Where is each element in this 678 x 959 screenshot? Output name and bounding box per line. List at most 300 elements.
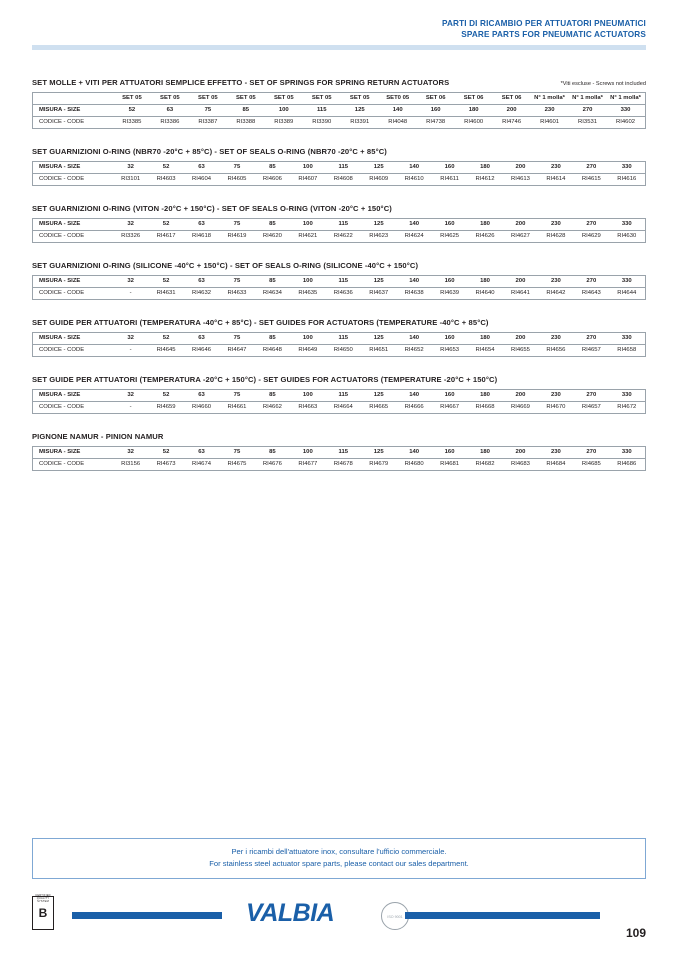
table-cell: RI3391: [350, 119, 370, 125]
table-cell: RI4600: [464, 119, 484, 125]
table-cell: 140: [396, 219, 431, 231]
table-cell: 140: [396, 162, 431, 174]
row-label: CODICE - CODE: [39, 176, 85, 182]
table-cell: RI4660: [192, 404, 212, 410]
table-cell: RI3388: [236, 119, 256, 125]
table-cell: RI4679: [369, 461, 389, 467]
row-label: MISURA - SIZE: [34, 162, 113, 174]
spec-section: [32, 261, 646, 300]
table-cell: RI4674: [192, 461, 212, 467]
section-title: SET GUIDE PER ATTUATORI (TEMPERATURA -40°C + 85°C) - SET GUIDES FOR ACTUATORS (TEMPERATURE -40°C + 85°C): [32, 318, 489, 327]
footer-bar-left: [72, 912, 222, 919]
section-header: [32, 432, 646, 441]
page-header: [442, 18, 646, 40]
table-cell: RI4617: [156, 233, 176, 239]
page-footer: [0, 893, 678, 959]
table-cell: RI4632: [192, 290, 212, 296]
table-cell: RI4661: [227, 404, 247, 410]
table-row: [34, 276, 645, 288]
table-cell: RI4633: [227, 290, 247, 296]
table-cell: RI3389: [274, 119, 294, 125]
table-cell: RI4604: [192, 176, 212, 182]
table-cell: 270: [569, 105, 607, 117]
table-cell: RI4635: [298, 290, 318, 296]
table-cell: RI4685: [581, 461, 601, 467]
table-cell: 63: [184, 390, 219, 402]
table-cell: RI4655: [510, 347, 530, 353]
table-cell: 160: [432, 447, 467, 459]
table-cell: 200: [503, 162, 538, 174]
table-cell: -: [129, 347, 132, 353]
table-cell: 140: [396, 390, 431, 402]
table-cell: 270: [574, 162, 609, 174]
table-cell: 52: [148, 219, 183, 231]
table-cell: RI4676: [262, 461, 282, 467]
table-cell: 75: [219, 390, 254, 402]
table-cell: RI4625: [440, 233, 460, 239]
spec-table: [33, 447, 645, 470]
table-cell: 270: [574, 447, 609, 459]
table-cell: 160: [417, 105, 455, 117]
spec-table-wrapper: [32, 218, 646, 243]
table-cell: 32: [113, 333, 148, 345]
table-cell: 115: [326, 162, 361, 174]
table-cell: RI4618: [192, 233, 212, 239]
table-cell: RI4677: [298, 461, 318, 467]
table-cell: 100: [265, 105, 303, 117]
table-row: [34, 174, 645, 186]
spec-table-wrapper: [32, 446, 646, 471]
table-cell: 85: [255, 333, 290, 345]
table-cell: RI4608: [333, 176, 353, 182]
spec-table-wrapper: [32, 332, 646, 357]
table-cell: 100: [290, 390, 325, 402]
header-title-it: PARTI DI RICAMBIO PER ATTUATORI PNEUMATICI: [441, 19, 646, 28]
table-cell: RI4613: [510, 176, 530, 182]
row-label: MISURA - SIZE: [34, 105, 113, 117]
table-cell: RI3101: [121, 176, 141, 182]
table-cell: RI4643: [581, 290, 601, 296]
table-cell: 230: [538, 333, 573, 345]
section-title: SET GUARNIZIONI O-RING (VITON -20°C + 150°C) - SET OF SEALS O-RING (VITON -20°C + 150°C): [32, 204, 392, 213]
table-cell: RI4623: [369, 233, 389, 239]
table-cell: RI4666: [404, 404, 424, 410]
table-cell: RI4650: [333, 347, 353, 353]
table-cell: 85: [255, 162, 290, 174]
table-cell: 330: [609, 390, 644, 402]
section-note: *Viti escluse - Screws not included: [560, 80, 646, 87]
table-cell: 270: [574, 276, 609, 288]
spec-table: [33, 276, 645, 299]
table-cell: 180: [467, 333, 502, 345]
table-cell: RI4652: [404, 347, 424, 353]
table-cell: 180: [467, 219, 502, 231]
column-header: SET 06: [455, 93, 493, 105]
column-header: SET 06: [417, 93, 455, 105]
table-cell: 85: [255, 276, 290, 288]
table-row: [34, 345, 645, 357]
table-row: [34, 447, 645, 459]
table-cell: RI4642: [546, 290, 566, 296]
spec-table: [33, 390, 645, 413]
table-cell: RI4663: [298, 404, 318, 410]
table-cell: 160: [432, 276, 467, 288]
table-cell: 330: [609, 447, 644, 459]
table-cell: RI4606: [262, 176, 282, 182]
table-cell: RI4646: [192, 347, 212, 353]
table-cell: RI4684: [546, 461, 566, 467]
table-row: [34, 117, 645, 129]
table-cell: 230: [538, 447, 573, 459]
table-cell: RI4631: [156, 290, 176, 296]
table-cell: 100: [290, 333, 325, 345]
table-cell: RI4668: [475, 404, 495, 410]
table-cell: 270: [574, 333, 609, 345]
table-header-row: [34, 93, 645, 105]
table-cell: 125: [361, 447, 396, 459]
table-row: [34, 333, 645, 345]
table-row: [34, 402, 645, 414]
column-header: [34, 93, 113, 105]
table-cell: 115: [326, 447, 361, 459]
table-cell: RI4620: [262, 233, 282, 239]
table-cell: RI4682: [475, 461, 495, 467]
table-cell: RI4603: [156, 176, 176, 182]
table-cell: RI4645: [156, 347, 176, 353]
table-cell: RI4669: [510, 404, 530, 410]
table-cell: RI4626: [475, 233, 495, 239]
table-cell: RI3385: [122, 119, 142, 125]
table-cell: RI4048: [388, 119, 408, 125]
table-cell: RI4621: [298, 233, 318, 239]
table-cell: 125: [361, 219, 396, 231]
table-cell: RI4637: [369, 290, 389, 296]
table-cell: 100: [290, 447, 325, 459]
table-cell: RI4675: [227, 461, 247, 467]
table-cell: 180: [467, 447, 502, 459]
table-cell: 52: [148, 447, 183, 459]
section-header: [32, 375, 646, 384]
table-cell: 115: [326, 333, 361, 345]
table-cell: 180: [455, 105, 493, 117]
table-cell: RI4657: [581, 404, 601, 410]
table-cell: 52: [113, 105, 151, 117]
spec-table: [33, 93, 645, 128]
column-header: N° 1 molla*: [531, 93, 569, 105]
spec-section: [32, 78, 646, 129]
page-number: 109: [625, 926, 646, 940]
table-cell: 52: [148, 390, 183, 402]
table-cell: RI3390: [312, 119, 332, 125]
table-cell: 140: [396, 447, 431, 459]
spec-table-wrapper: [32, 389, 646, 414]
table-cell: RI4605: [227, 176, 247, 182]
table-cell: 115: [326, 219, 361, 231]
table-cell: 52: [148, 276, 183, 288]
row-label: CODICE - CODE: [39, 233, 85, 239]
table-cell: 85: [255, 390, 290, 402]
table-cell: RI4624: [404, 233, 424, 239]
footer-note-en: For stainless steel actuator spare parts, please contact our sales department.: [209, 859, 469, 868]
table-cell: 32: [113, 447, 148, 459]
spec-section: [32, 318, 646, 357]
table-cell: RI4686: [617, 461, 637, 467]
table-cell: RI4673: [156, 461, 176, 467]
certification-caption: CERTIFIED QUALITY SYSTEM: [35, 894, 51, 903]
table-cell: 200: [503, 447, 538, 459]
table-cell: RI4627: [510, 233, 530, 239]
table-cell: 160: [432, 162, 467, 174]
table-cell: 100: [290, 276, 325, 288]
table-cell: RI3156: [121, 461, 141, 467]
table-cell: 63: [184, 333, 219, 345]
spec-table-wrapper: [32, 92, 646, 129]
table-cell: 200: [493, 105, 531, 117]
table-cell: 160: [432, 219, 467, 231]
table-cell: 330: [609, 219, 644, 231]
column-header: N° 1 molla*: [569, 93, 607, 105]
table-cell: 115: [326, 276, 361, 288]
table-cell: RI4658: [617, 347, 637, 353]
footer-note-box: [32, 838, 646, 879]
table-cell: 230: [538, 390, 573, 402]
table-cell: 330: [607, 105, 645, 117]
spec-section: [32, 432, 646, 471]
spec-section: [32, 147, 646, 186]
section-header: [32, 204, 646, 213]
table-cell: 200: [503, 333, 538, 345]
row-label: CODICE - CODE: [39, 119, 85, 125]
table-cell: RI4651: [369, 347, 389, 353]
table-cell: RI4678: [333, 461, 353, 467]
table-cell: RI4616: [617, 176, 637, 182]
row-label: MISURA - SIZE: [34, 276, 113, 288]
row-label: MISURA - SIZE: [34, 333, 113, 345]
table-cell: 63: [184, 162, 219, 174]
table-cell: 100: [290, 219, 325, 231]
table-cell: RI4670: [546, 404, 566, 410]
table-cell: RI3386: [160, 119, 180, 125]
table-cell: 125: [361, 390, 396, 402]
header-title-en: SPARE PARTS FOR PNEUMATIC ACTUATORS: [461, 30, 646, 39]
column-header: SET 05: [113, 93, 151, 105]
table-cell: RI4672: [617, 404, 637, 410]
table-cell: 180: [467, 276, 502, 288]
spec-section: [32, 375, 646, 414]
header-rule: [32, 45, 646, 50]
table-cell: 270: [574, 219, 609, 231]
table-cell: 63: [184, 276, 219, 288]
table-cell: 230: [531, 105, 569, 117]
certification-letter: B: [38, 906, 48, 920]
column-header: N° 1 molla*: [607, 93, 645, 105]
table-cell: RI4653: [440, 347, 460, 353]
table-cell: RI4640: [475, 290, 495, 296]
column-header: SET 05: [265, 93, 303, 105]
table-cell: RI4638: [404, 290, 424, 296]
table-cell: RI4644: [617, 290, 637, 296]
section-header: [32, 147, 646, 156]
table-cell: RI4601: [540, 119, 560, 125]
row-label: MISURA - SIZE: [34, 219, 113, 231]
table-cell: 115: [303, 105, 341, 117]
table-row: [34, 459, 645, 471]
table-cell: RI3387: [198, 119, 218, 125]
footer-note-it: Per i ricambi dell'attuatore inox, consultare l'ufficio commerciale.: [231, 847, 447, 856]
table-cell: 200: [503, 276, 538, 288]
row-label: CODICE - CODE: [39, 404, 85, 410]
table-cell: RI4636: [333, 290, 353, 296]
row-label: CODICE - CODE: [39, 290, 85, 296]
table-cell: RI4614: [546, 176, 566, 182]
table-cell: -: [129, 290, 132, 296]
table-cell: 180: [467, 390, 502, 402]
spec-table: [33, 162, 645, 185]
table-cell: RI4607: [298, 176, 318, 182]
table-cell: RI4610: [404, 176, 424, 182]
table-cell: 85: [255, 447, 290, 459]
table-cell: RI4738: [426, 119, 446, 125]
spec-section: [32, 204, 646, 243]
brand-logo: VALBIA: [246, 899, 335, 927]
table-cell: RI4619: [227, 233, 247, 239]
table-cell: 200: [503, 390, 538, 402]
table-cell: 160: [432, 390, 467, 402]
section-title: SET GUIDE PER ATTUATORI (TEMPERATURA -20°C + 150°C) - SET GUIDES FOR ACTUATORS (TEMPERATURE -20°C + 150°C): [32, 375, 498, 384]
table-cell: RI4657: [581, 347, 601, 353]
table-cell: RI4609: [369, 176, 389, 182]
row-label: CODICE - CODE: [39, 461, 85, 467]
table-cell: RI4667: [440, 404, 460, 410]
table-cell: 100: [290, 162, 325, 174]
table-cell: RI4641: [510, 290, 530, 296]
table-cell: 32: [113, 276, 148, 288]
section-header: [32, 78, 646, 87]
table-cell: 230: [538, 162, 573, 174]
quality-seal-icon: ISO 9001: [381, 902, 409, 930]
table-cell: RI4664: [333, 404, 353, 410]
row-label: MISURA - SIZE: [34, 390, 113, 402]
column-header: SET 05: [151, 93, 189, 105]
table-cell: 230: [538, 219, 573, 231]
table-row: [34, 105, 645, 117]
section-title: SET GUARNIZIONI O-RING (NBR70 -20°C + 85°C) - SET OF SEALS O-RING (NBR70 -20°C + 85°C): [32, 147, 387, 156]
section-title: SET MOLLE + VITI PER ATTUATORI SEMPLICE EFFETTO - SET OF SPRINGS FOR SPRING RETURN ACTUATORS: [32, 78, 450, 87]
table-row: [34, 390, 645, 402]
table-cell: 180: [467, 162, 502, 174]
table-cell: RI4622: [333, 233, 353, 239]
table-cell: 63: [184, 219, 219, 231]
table-cell: RI4680: [404, 461, 424, 467]
column-header: SET 06: [493, 93, 531, 105]
table-cell: RI3326: [121, 233, 141, 239]
table-cell: 140: [396, 276, 431, 288]
table-row: [34, 231, 645, 243]
section-header: [32, 261, 646, 270]
table-row: [34, 288, 645, 300]
row-label: MISURA - SIZE: [34, 447, 113, 459]
table-cell: 63: [184, 447, 219, 459]
table-cell: RI4648: [262, 347, 282, 353]
table-cell: 125: [361, 276, 396, 288]
table-cell: 330: [609, 276, 644, 288]
table-cell: RI4615: [581, 176, 601, 182]
table-cell: 125: [361, 333, 396, 345]
table-cell: RI4662: [262, 404, 282, 410]
table-cell: RI4634: [262, 290, 282, 296]
table-cell: 75: [219, 162, 254, 174]
table-cell: RI4612: [475, 176, 495, 182]
table-cell: 200: [503, 219, 538, 231]
table-cell: RI4602: [616, 119, 635, 125]
table-cell: 230: [538, 276, 573, 288]
table-cell: RI4665: [369, 404, 389, 410]
table-cell: 75: [219, 447, 254, 459]
table-cell: 32: [113, 162, 148, 174]
table-cell: 75: [189, 105, 227, 117]
table-cell: 75: [219, 219, 254, 231]
table-cell: 63: [151, 105, 189, 117]
table-cell: 140: [396, 333, 431, 345]
table-cell: 330: [609, 333, 644, 345]
spec-table: [33, 219, 645, 242]
table-cell: 32: [113, 219, 148, 231]
section-header: [32, 318, 646, 327]
table-cell: RI4628: [546, 233, 566, 239]
table-cell: 125: [361, 162, 396, 174]
column-header: SET 05: [227, 93, 265, 105]
table-cell: 160: [432, 333, 467, 345]
table-cell: 125: [341, 105, 379, 117]
table-cell: RI3531: [578, 119, 598, 125]
sections-container: [32, 78, 646, 489]
table-row: [34, 162, 645, 174]
column-header: SET 05: [303, 93, 341, 105]
column-header: SET0 05: [379, 93, 417, 105]
section-title: PIGNONE NAMUR - PINION NAMUR: [32, 432, 164, 441]
spec-table-wrapper: [32, 161, 646, 186]
table-cell: 270: [574, 390, 609, 402]
row-label: CODICE - CODE: [39, 347, 85, 353]
table-cell: 330: [609, 162, 644, 174]
table-cell: RI4639: [440, 290, 460, 296]
table-cell: 52: [148, 162, 183, 174]
table-cell: 85: [227, 105, 265, 117]
table-cell: -: [129, 404, 132, 410]
table-cell: RI4654: [475, 347, 495, 353]
table-cell: RI4659: [156, 404, 176, 410]
table-cell: 140: [379, 105, 417, 117]
section-title: SET GUARNIZIONI O-RING (SILICONE -40°C + 150°C) - SET OF SEALS O-RING (SILICONE -40°C + 150°C): [32, 261, 419, 270]
column-header: SET 05: [189, 93, 227, 105]
table-cell: RI4630: [617, 233, 637, 239]
table-cell: RI4611: [440, 176, 459, 182]
table-cell: RI4649: [298, 347, 318, 353]
column-header: SET 05: [341, 93, 379, 105]
table-row: [34, 219, 645, 231]
spec-table-wrapper: [32, 275, 646, 300]
table-cell: 85: [255, 219, 290, 231]
table-cell: RI4746: [502, 119, 522, 125]
table-cell: RI4681: [440, 461, 460, 467]
table-cell: RI4683: [510, 461, 530, 467]
table-cell: RI4656: [546, 347, 566, 353]
footer-bar-right: [405, 912, 600, 919]
table-cell: 75: [219, 276, 254, 288]
table-cell: 52: [148, 333, 183, 345]
table-cell: RI4647: [227, 347, 247, 353]
spec-table: [33, 333, 645, 356]
